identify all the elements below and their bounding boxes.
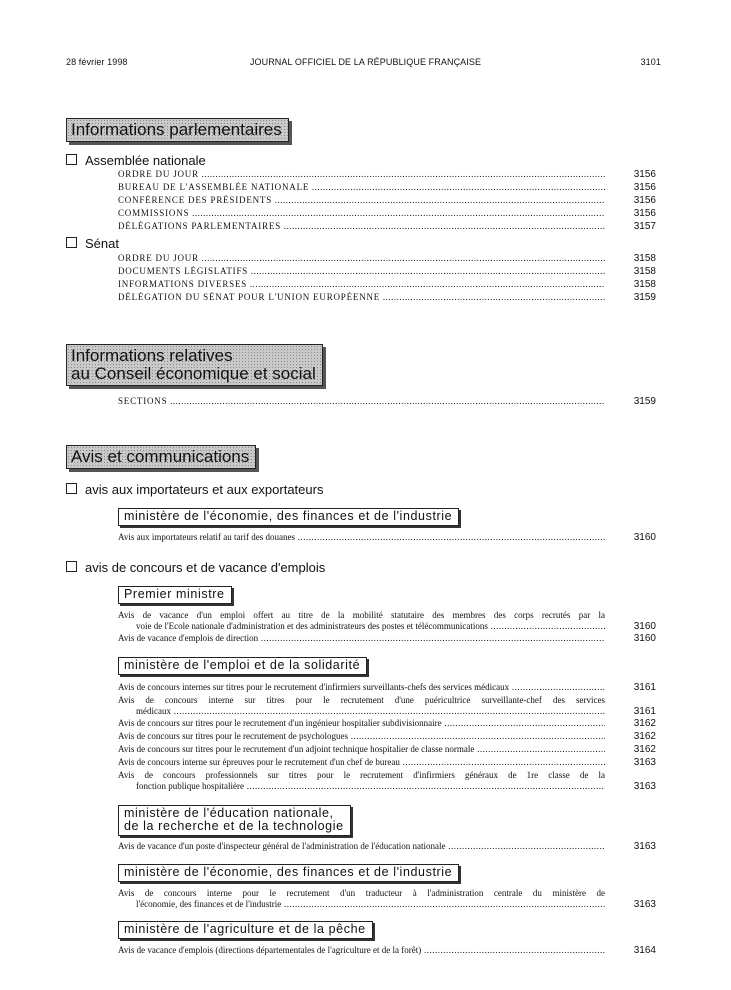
- entry-label: Avis de concours sur titres pour le recrutement d'un adjoint technique hospitalier de classe normale .....: [118, 744, 605, 755]
- entry-page: 3158: [633, 279, 656, 290]
- ministry-box: ministère de l'emploi et de la solidarité: [118, 657, 367, 675]
- entry-page: 3156: [633, 208, 656, 219]
- entry-page: 3163: [633, 899, 656, 910]
- entry-label: DÉLÉGATIONS PARLEMENTAIRES .....: [118, 221, 605, 232]
- entry-page: 3156: [633, 169, 656, 180]
- entry-page: 3162: [633, 718, 656, 729]
- toc-entry[interactable]: [118, 182, 658, 193]
- toc-entry[interactable]: [118, 221, 658, 232]
- entry-label: BUREAU DE L'ASSEMBLÉE NATIONALE .....: [118, 182, 605, 193]
- toc-entry[interactable]: [118, 945, 658, 956]
- toc-entry[interactable]: [118, 208, 658, 219]
- entry-label-line1: Avis de concours professionnels sur titres pour le recrutement d'infirmiers généraux de 1re classe de la: [118, 770, 605, 780]
- ministry-box-education: [118, 805, 351, 836]
- entry-label: SECTIONS .....: [118, 396, 605, 407]
- group-heading-label: avis de concours et de vacance d'emplois: [85, 560, 326, 575]
- entry-page: 3159: [633, 396, 656, 407]
- entry-label: Avis de concours sur titres pour le recrutement d'un ingénieur hospitalier subdivisionnaire .....: [118, 718, 605, 729]
- group-heading-label: avis aux importateurs et aux exportateurs: [85, 482, 324, 497]
- entry-label: COMMISSIONS .....: [118, 208, 605, 219]
- toc-entry[interactable]: [118, 610, 658, 632]
- entry-page: 3163: [633, 841, 656, 852]
- header-date: 28 février 1998: [66, 57, 128, 67]
- entry-label-line2: fonction publique hospitalière .....: [118, 781, 605, 792]
- entry-label: INFORMATIONS DIVERSES .....: [118, 279, 605, 290]
- entry-page: 3162: [633, 731, 656, 742]
- section-banner-conseil: [66, 344, 323, 386]
- header-page-number: 3101: [640, 57, 661, 67]
- toc-entry[interactable]: [118, 292, 658, 303]
- group-heading-importateurs: [66, 482, 323, 497]
- entry-label-line1: Avis de concours interne sur titres pour le recrutement d'une puéricultrice surveillante-chef des services: [118, 695, 605, 705]
- entry-label: Avis de concours internes sur titres pour le recrutement d'infirmiers surveillants-chefs des services médicaux .....: [118, 682, 605, 693]
- banner-line: Informations relatives: [71, 346, 233, 365]
- entry-label: ORDRE DU JOUR .....: [118, 169, 605, 180]
- group-heading-concours: [66, 560, 325, 575]
- group-heading-assemblee: [66, 153, 206, 168]
- entry-label: Avis de concours sur titres pour le recrutement de psychologues .....: [118, 731, 605, 742]
- entry-label-line1: Avis de concours interne pour le recrutement d'un traducteur à l'administration centrale du ministère de: [118, 888, 605, 898]
- ministry-line: ministère de l'éducation nationale,: [124, 806, 334, 820]
- entry-page: 3158: [633, 266, 656, 277]
- toc-entry[interactable]: [118, 718, 658, 729]
- entry-page: 3160: [633, 621, 656, 632]
- toc-entry[interactable]: [118, 169, 658, 180]
- entry-label-line2: l'économie, des finances et de l'industrie .....: [118, 899, 605, 910]
- ministry-box: ministère de l'économie, des finances et de l'industrie: [118, 508, 459, 526]
- checkbox-icon: [66, 483, 77, 494]
- entry-label: ORDRE DU JOUR .....: [118, 253, 605, 264]
- entry-page: 3161: [633, 706, 656, 717]
- toc-entry[interactable]: [118, 633, 658, 644]
- entry-page: 3156: [633, 182, 656, 193]
- entry-page: 3160: [633, 532, 656, 543]
- toc-entry[interactable]: [118, 744, 658, 755]
- ministry-box: Premier ministre: [118, 586, 232, 604]
- toc-entry[interactable]: [118, 888, 658, 910]
- entry-page: 3163: [633, 781, 656, 792]
- entry-label: Avis de vacance d'un poste d'inspecteur général de l'administration de l'éducation nationale .....: [118, 841, 605, 852]
- group-heading-senat: [66, 236, 119, 251]
- entry-label: Avis de vacance d'emplois (directions départementales de l'agriculture et de la forêt) .....: [118, 945, 605, 956]
- checkbox-icon: [66, 237, 77, 248]
- entry-page: 3163: [633, 757, 656, 768]
- toc-entry[interactable]: [118, 195, 658, 206]
- toc-entry[interactable]: [118, 770, 658, 792]
- entry-label: Avis de vacance d'emplois de direction .....: [118, 633, 605, 644]
- entry-label: CONFÉRENCE DES PRÉSIDENTS .....: [118, 195, 605, 206]
- entry-label: DOCUMENTS LÉGISLATIFS .....: [118, 266, 605, 277]
- toc-entry[interactable]: [118, 396, 658, 407]
- toc-entry[interactable]: [118, 731, 658, 742]
- entry-page: 3161: [633, 682, 656, 693]
- section-banner-avis: Avis et communications: [66, 445, 256, 469]
- entry-label: Avis de concours interne sur épreuves pour le recrutement d'un chef de bureau .....: [118, 757, 605, 768]
- entry-label: Avis aux importateurs relatif au tarif des douanes .....: [118, 532, 605, 543]
- toc-entry[interactable]: [118, 757, 658, 768]
- toc-entry[interactable]: [118, 266, 658, 277]
- entry-page: 3159: [633, 292, 656, 303]
- checkbox-icon: [66, 561, 77, 572]
- ministry-line: de la recherche et de la technologie: [124, 819, 344, 833]
- entry-label-line2: voie de l'Ecole nationale d'administration et des administrateurs des postes et télécommunications .....: [118, 621, 605, 632]
- toc-entry[interactable]: [118, 532, 658, 543]
- group-heading-label: Assemblée nationale: [85, 153, 206, 168]
- section-banner-parlementaires: Informations parlementaires: [66, 118, 289, 142]
- entry-page: 3158: [633, 253, 656, 264]
- toc-entry[interactable]: [118, 695, 658, 717]
- ministry-box: ministère de l'agriculture et de la pêche: [118, 921, 373, 939]
- header-journal-title: JOURNAL OFFICIEL DE LA RÉPUBLIQUE FRANÇAISE: [249, 57, 482, 67]
- entry-page: 3164: [633, 945, 656, 956]
- entry-label-line1: Avis de vacance d'un emploi offert au titre de la mobilité statutaire des membres des corps recrutés par la: [118, 610, 605, 620]
- checkbox-icon: [66, 154, 77, 165]
- entry-page: 3156: [633, 195, 656, 206]
- entry-label: DÉLÉGATION DU SÉNAT POUR L'UNION EUROPÉENNE .....: [118, 292, 605, 303]
- toc-entry[interactable]: [118, 682, 658, 693]
- toc-entry[interactable]: [118, 279, 658, 290]
- toc-entry[interactable]: [118, 253, 658, 264]
- toc-entry[interactable]: [118, 841, 658, 852]
- entry-page: 3157: [633, 221, 656, 232]
- banner-line: au Conseil économique et social: [71, 364, 316, 383]
- group-heading-label: Sénat: [85, 236, 119, 251]
- ministry-box: ministère de l'économie, des finances et de l'industrie: [118, 864, 459, 882]
- entry-label-line2: médicaux .....: [118, 706, 605, 717]
- entry-page: 3162: [633, 744, 656, 755]
- entry-page: 3160: [633, 633, 656, 644]
